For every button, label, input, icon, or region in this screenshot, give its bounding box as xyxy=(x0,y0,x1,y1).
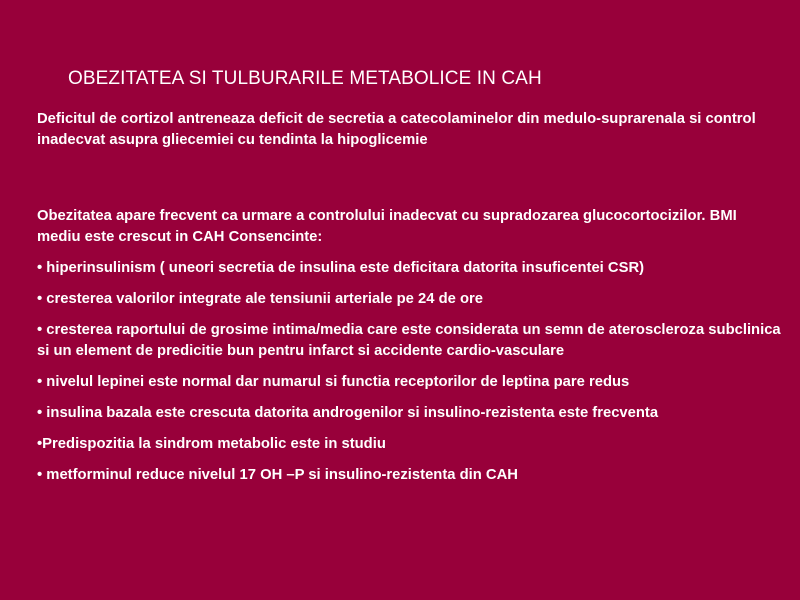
bullet-metformin: • metforminul reduce nivelul 17 OH –P si insulino-rezistenta din CAH xyxy=(37,467,518,483)
intro-paragraph: Deficitul de cortizol antreneaza deficit de secretia a catecolaminelor din medulo-suprarenala si control inadecvat asupra gliecemiei cu tendinta la hipoglicemie xyxy=(37,111,756,148)
bullet-metabolic-syndrome: •Predispozitia la sindrom metabolic este in studiu xyxy=(37,436,386,452)
bullet-hyperinsulinism: • hiperinsulinism ( uneori secretia de insulina este deficitara datorita insuficentei CSR) xyxy=(37,260,645,276)
obesity-paragraph: Obezitatea apare frecvent ca urmare a controlului inadecvat cu supradozarea glucocortocizilor. BMI mediu este crescut in CAH Consencinte: xyxy=(37,208,737,245)
bullet-intima-media: • cresterea raportului de grosime intima/media care este considerata un semn de ateroscleroza subclinica si un element de predicitie bun pentru infarct si accidente cardio-vasculare xyxy=(37,322,781,359)
slide-title: OBEZITATEA SI TULBURARILE METABOLICE IN CAH xyxy=(68,68,542,89)
slide-content xyxy=(37,109,782,496)
bullet-basal-insulin: • insulina bazala este crescuta datorita androgenilor si insulino-rezistenta este frecventa xyxy=(37,405,659,421)
bullet-blood-pressure: • cresterea valorilor integrate ale tensiunii arteriale pe 24 de ore xyxy=(37,291,483,307)
bullet-leptin: • nivelul lepinei este normal dar numarul si functia receptorilor de leptina pare redus xyxy=(37,374,630,390)
